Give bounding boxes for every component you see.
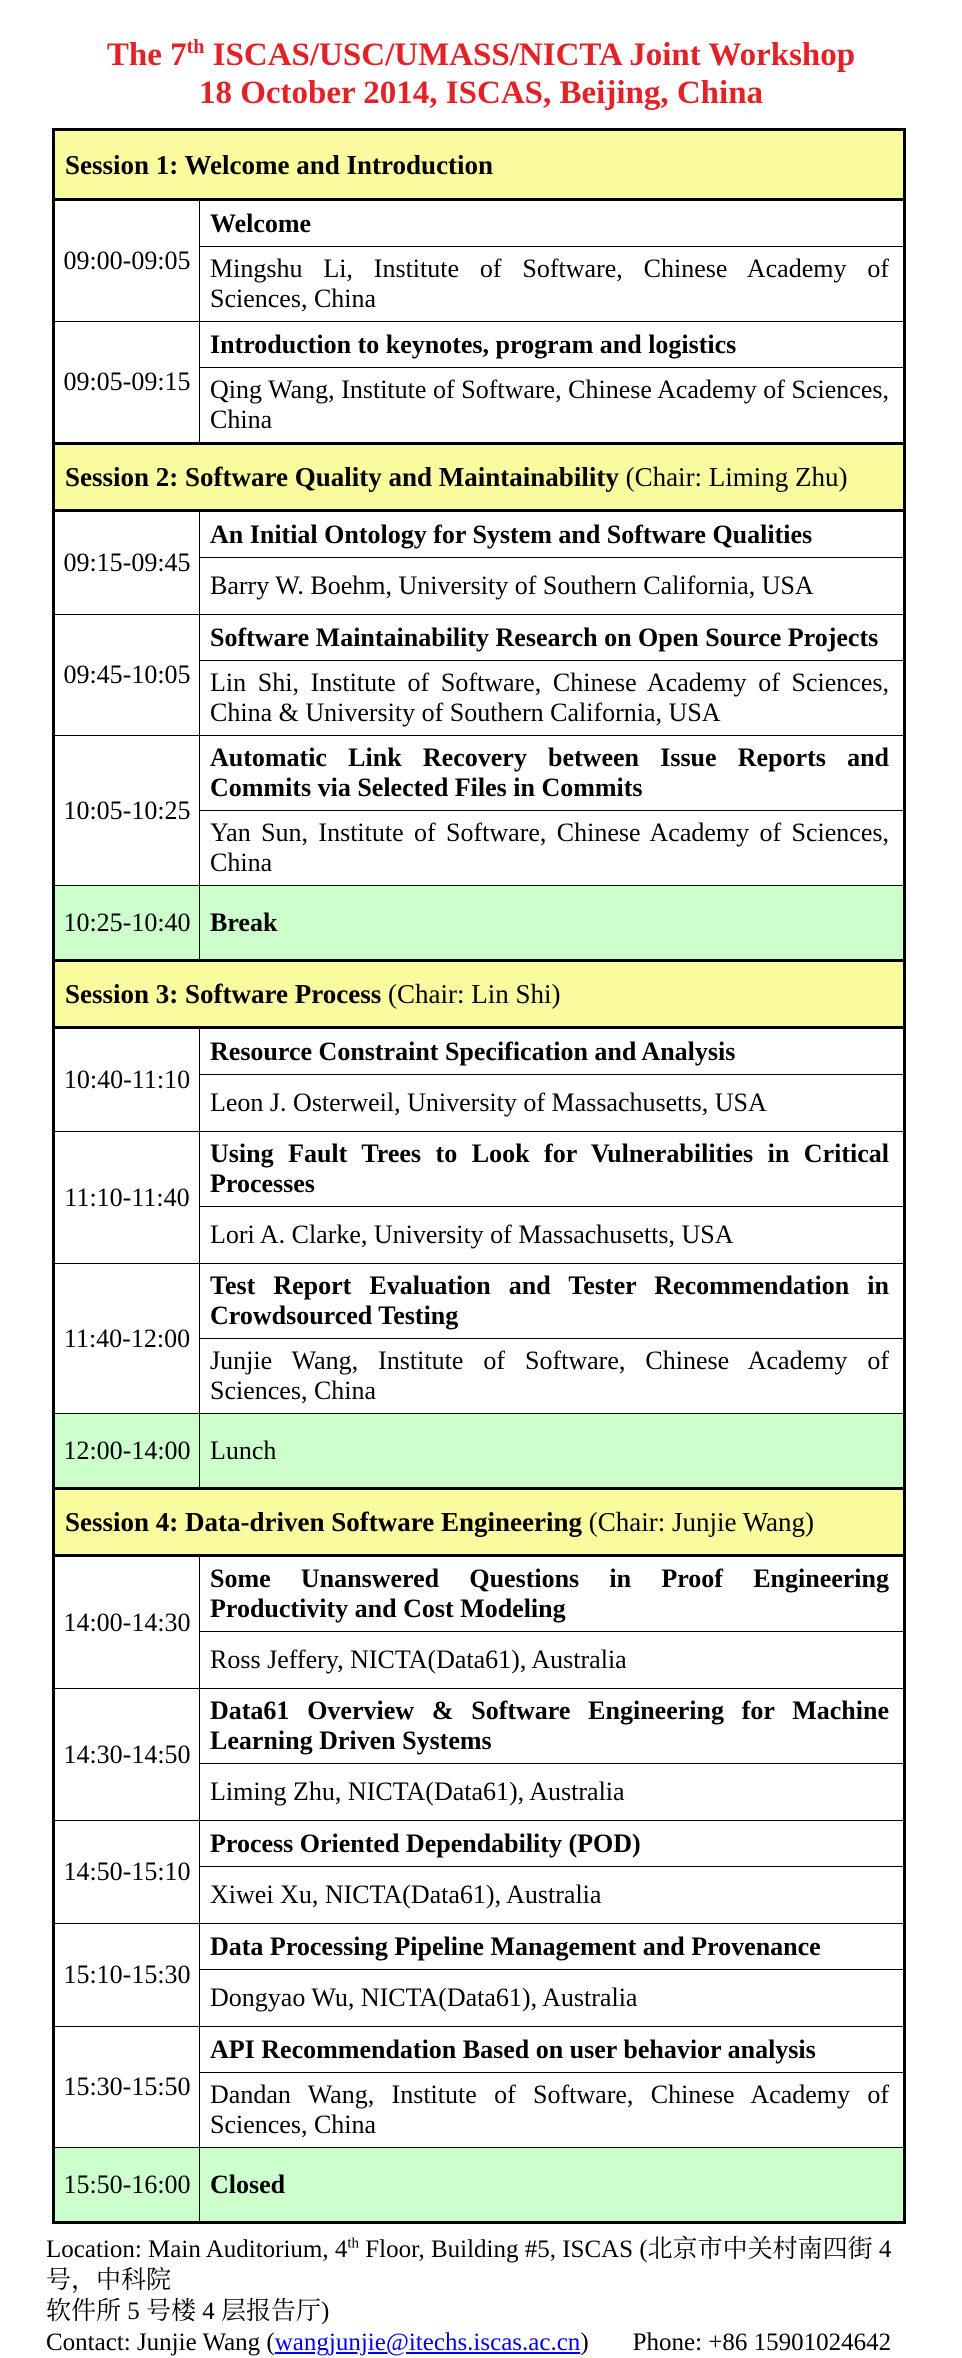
talk-content-cell (200, 1029, 903, 1131)
talk-row (55, 201, 903, 321)
speaker: Lin Shi, Institute of Software, Chinese Academy of Sciences, China & University of Southern California, USA (210, 668, 889, 727)
break-row (55, 2147, 903, 2221)
ordinal-suffix: th (347, 2235, 360, 2252)
talk-title-cell (200, 736, 903, 811)
talk-title-cell (200, 512, 903, 558)
time-cell: 14:30-14:50 (55, 1689, 200, 1820)
talk-title-cell (200, 1821, 903, 1867)
location-line-2: 软件所 5 号楼 4 层报告厅) (46, 2298, 330, 2325)
time-cell: 14:00-14:30 (55, 1557, 200, 1688)
talk-content-cell (200, 1924, 903, 2026)
location-line (46, 2234, 922, 2296)
talk-content-cell (200, 2027, 903, 2147)
talk-title: Resource Constraint Specification and Analysis (210, 1036, 736, 1066)
talk-row (55, 1923, 903, 2026)
time-cell: 12:00-14:00 (55, 1414, 200, 1487)
speaker-cell (200, 661, 903, 735)
talk-title-cell (200, 1264, 903, 1339)
schedule-table (52, 128, 906, 2224)
speaker: Liming Zhu, NICTA(Data61), Australia (210, 1777, 625, 1806)
time-cell: 15:30-15:50 (55, 2027, 200, 2147)
time-cell: 10:40-11:10 (55, 1029, 200, 1131)
location-text-rest: Floor, Building #5, ISCAS (北京市中关村南四街 4 号，中科院 (46, 2236, 892, 2294)
talk-title: Test Report Evaluation and Tester Recommendation in Crowdsourced Testing (210, 1271, 889, 1330)
talk-row (55, 512, 903, 614)
talk-content-cell (200, 322, 903, 442)
time-cell: 09:05-09:15 (55, 322, 200, 442)
talk-row (55, 1557, 903, 1688)
talk-title: Some Unanswered Questions in Proof Engineering Productivity and Cost Modeling (210, 1564, 889, 1623)
email-link[interactable]: wangjunjie@itechs.iscas.ac.cn (274, 2329, 581, 2356)
speaker-cell (200, 1867, 903, 1923)
talk-title: Using Fault Trees to Look for Vulnerabilities in Critical Processes (210, 1139, 889, 1198)
speaker: Junjie Wang, Institute of Software, Chinese Academy of Sciences, China (210, 1346, 889, 1405)
title-line-1-text: The 7 (106, 37, 187, 73)
session-header-row (55, 442, 903, 512)
contact-text: Contact: Junjie Wang ( (46, 2329, 275, 2356)
talk-title: Data Processing Pipeline Management and Provenance (210, 1931, 821, 1961)
talk-content-cell (200, 736, 903, 885)
time-cell: 10:05-10:25 (55, 736, 200, 885)
talk-title: Process Oriented Dependability (POD) (210, 1828, 641, 1858)
footer (46, 2234, 922, 2358)
speaker-cell (200, 1764, 903, 1820)
time-cell: 14:50-15:10 (55, 1821, 200, 1923)
break-label-cell (200, 886, 903, 959)
title-line-1-rest: ISCAS/USC/UMASS/NICTA Joint Workshop (204, 37, 856, 73)
talk-title: Introduction to keynotes, program and logistics (210, 329, 737, 359)
time-cell: 10:25-10:40 (55, 886, 200, 959)
talk-title-cell (200, 201, 903, 247)
contact-text-close: ) (580, 2329, 589, 2356)
talk-content-cell (200, 201, 903, 321)
speaker: Dongyao Wu, NICTA(Data61), Australia (210, 1983, 638, 2012)
time-cell: 09:00-09:05 (55, 201, 200, 321)
break-row (55, 885, 903, 959)
speaker: Leon J. Osterweil, University of Massachusetts, USA (210, 1088, 767, 1117)
time-cell: 09:15-09:45 (55, 512, 200, 614)
session-title: Session 3: Software Process (65, 979, 382, 1009)
talk-row (55, 735, 903, 885)
speaker-cell (200, 1207, 903, 1263)
break-label-cell (200, 2148, 903, 2221)
talk-title-cell (200, 1029, 903, 1075)
talk-content-cell (200, 1132, 903, 1263)
talk-title-cell (200, 2027, 903, 2073)
contact-line (46, 2327, 922, 2358)
talk-row (55, 2026, 903, 2147)
speaker-cell (200, 2073, 903, 2147)
title-line-1 (0, 36, 962, 74)
speaker-cell (200, 247, 903, 321)
talk-row (55, 1820, 903, 1923)
session-title: Session 2: Software Quality and Maintainability (65, 462, 619, 492)
talk-content-cell (200, 1689, 903, 1820)
speaker-cell (200, 368, 903, 442)
session-header-row (55, 1487, 903, 1557)
talk-title: An Initial Ontology for System and Software Qualities (210, 519, 813, 549)
talk-title-cell (200, 1132, 903, 1207)
speaker: Qing Wang, Institute of Software, Chinese Academy of Sciences, China (210, 375, 889, 434)
talk-content-cell (200, 615, 903, 735)
session-title: Session 4: Data-driven Software Engineering (65, 1507, 582, 1537)
workshop-title (0, 0, 962, 112)
talk-title-cell (200, 1557, 903, 1632)
talk-content-cell (200, 1821, 903, 1923)
talk-content-cell (200, 1557, 903, 1688)
speaker-cell (200, 1632, 903, 1688)
talk-content-cell (200, 512, 903, 614)
talk-title: Welcome (210, 208, 312, 238)
session-header-row (55, 959, 903, 1029)
speaker: Ross Jeffery, NICTA(Data61), Australia (210, 1645, 627, 1674)
talk-title: API Recommendation Based on user behavior analysis (210, 2034, 816, 2064)
talk-row (55, 1029, 903, 1131)
talk-row (55, 614, 903, 735)
talk-row (55, 321, 903, 442)
talk-row (55, 1688, 903, 1820)
break-label: Closed (210, 2169, 286, 2199)
talk-title: Data61 Overview & Software Engineering for Machine Learning Driven Systems (210, 1696, 889, 1755)
talk-title-cell (200, 1689, 903, 1764)
break-label-cell (200, 1414, 903, 1487)
speaker-cell (200, 1075, 903, 1131)
speaker-cell (200, 811, 903, 885)
talk-title-cell (200, 615, 903, 661)
speaker: Mingshu Li, Institute of Software, Chinese Academy of Sciences, China (210, 254, 889, 313)
speaker: Xiwei Xu, NICTA(Data61), Australia (210, 1880, 602, 1909)
location-text: Location: Main Auditorium, 4 (46, 2236, 348, 2263)
time-cell: 11:40-12:00 (55, 1264, 200, 1413)
talk-content-cell (200, 1264, 903, 1413)
session-chair: (Chair: Liming Zhu) (618, 462, 848, 492)
speaker: Lori A. Clarke, University of Massachusetts, USA (210, 1220, 734, 1249)
time-cell: 15:50-16:00 (55, 2148, 200, 2221)
break-label: Break (210, 907, 278, 937)
talk-title: Automatic Link Recovery between Issue Reports and Commits via Selected Files in Commits (210, 743, 889, 802)
speaker: Yan Sun, Institute of Software, Chinese Academy of Sciences, China (210, 818, 889, 877)
speaker-cell (200, 1339, 903, 1413)
talk-title-cell (200, 1924, 903, 1970)
session-title: Session 1: Welcome and Introduction (65, 149, 494, 180)
speaker: Barry W. Boehm, University of Southern California, USA (210, 571, 814, 600)
session-chair: (Chair: Lin Shi) (381, 979, 561, 1009)
talk-row (55, 1131, 903, 1263)
break-label: Lunch (210, 1435, 277, 1465)
time-cell: 09:45-10:05 (55, 615, 200, 735)
session-chair: (Chair: Junjie Wang) (582, 1507, 815, 1537)
talk-title: Software Maintainability Research on Open Source Projects (210, 622, 879, 652)
speaker-cell (200, 558, 903, 614)
time-cell: 11:10-11:40 (55, 1132, 200, 1263)
speaker-cell (200, 1970, 903, 2026)
talk-title-cell (200, 322, 903, 368)
speaker: Dandan Wang, Institute of Software, Chinese Academy of Sciences, China (210, 2080, 889, 2139)
talk-row (55, 1263, 903, 1413)
title-line-2: 18 October 2014, ISCAS, Beijing, China (198, 75, 764, 111)
ordinal-suffix: th (186, 36, 205, 58)
phone-text: Phone: +86 15901024642 (632, 2329, 892, 2356)
session-header-row (55, 131, 903, 201)
time-cell: 15:10-15:30 (55, 1924, 200, 2026)
break-row (55, 1413, 903, 1487)
